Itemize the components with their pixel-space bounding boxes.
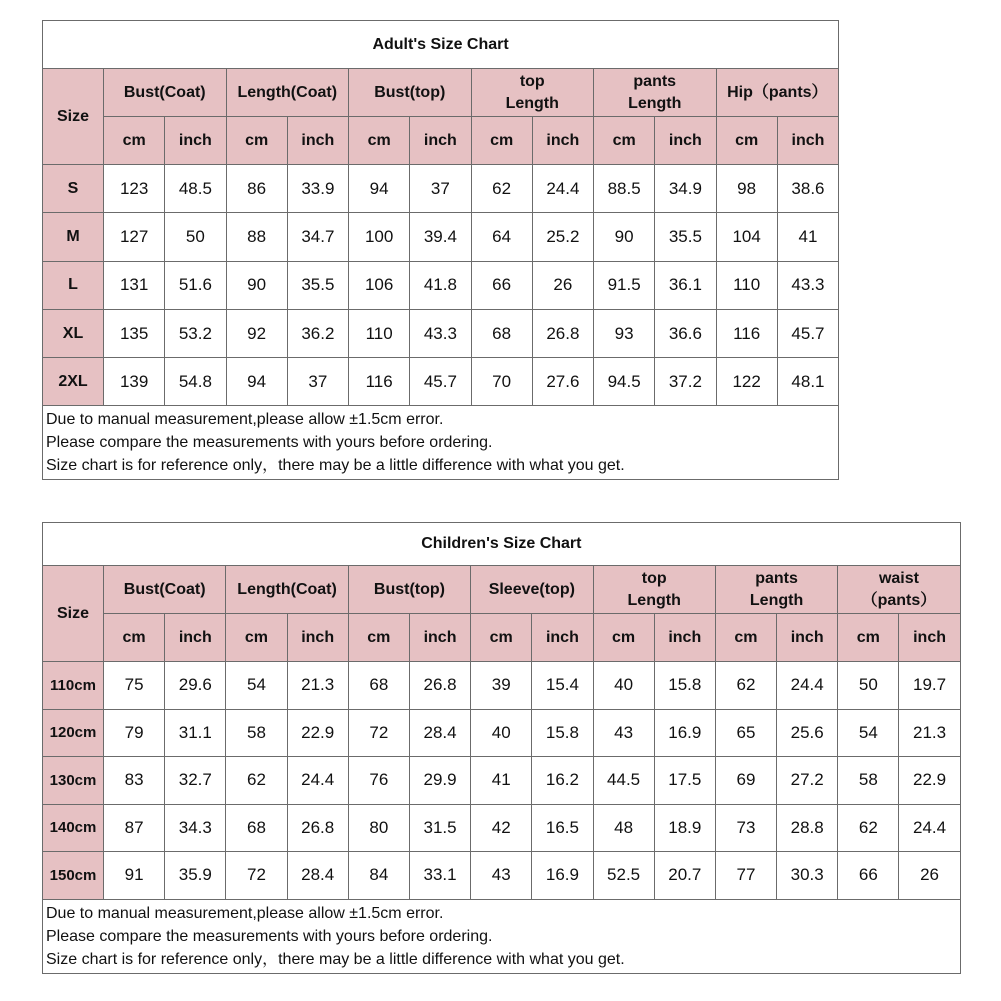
measurement-cell: 135 bbox=[104, 309, 165, 357]
unit-header: cm bbox=[838, 614, 899, 662]
measurement-cell: 116 bbox=[716, 309, 777, 357]
measurement-cell: 24.4 bbox=[287, 757, 348, 805]
measurement-cell: 48 bbox=[593, 804, 654, 852]
chart-title: Children's Size Chart bbox=[43, 523, 961, 566]
measurement-cell: 36.6 bbox=[655, 309, 716, 357]
measurement-cell: 91.5 bbox=[594, 261, 655, 309]
measurement-cell: 19.7 bbox=[899, 662, 960, 710]
unit-header: cm bbox=[104, 117, 165, 165]
group-header bbox=[716, 69, 839, 117]
measurement-cell: 39.4 bbox=[410, 213, 471, 261]
measurement-cell: 26.8 bbox=[532, 309, 593, 357]
measurement-cell: 48.5 bbox=[165, 165, 226, 213]
note-line: Please compare the measurements with yours before ordering. bbox=[46, 434, 493, 452]
measurement-cell: 100 bbox=[349, 213, 410, 261]
size-label: L bbox=[43, 261, 104, 309]
measurement-cell: 54 bbox=[226, 662, 287, 710]
measurement-cell: 51.6 bbox=[165, 261, 226, 309]
measurement-cell: 41.8 bbox=[410, 261, 471, 309]
measurement-cell: 36.1 bbox=[655, 261, 716, 309]
measurement-cell: 110 bbox=[716, 261, 777, 309]
measurement-cell: 33.1 bbox=[409, 852, 470, 900]
measurement-cell: 64 bbox=[471, 213, 532, 261]
measurement-cell: 90 bbox=[226, 261, 287, 309]
measurement-cell: 106 bbox=[349, 261, 410, 309]
group-header bbox=[104, 69, 227, 117]
measurement-cell: 92 bbox=[226, 309, 287, 357]
chart-title: Adult's Size Chart bbox=[43, 21, 839, 69]
measurement-cell: 22.9 bbox=[287, 709, 348, 757]
measurement-cell: 88.5 bbox=[594, 165, 655, 213]
measurement-cell: 31.5 bbox=[409, 804, 470, 852]
measurement-cell: 28.8 bbox=[777, 804, 838, 852]
measurement-cell: 35.5 bbox=[655, 213, 716, 261]
measurement-cell: 26.8 bbox=[409, 662, 470, 710]
measurement-cell: 131 bbox=[104, 261, 165, 309]
measurement-cell: 16.9 bbox=[654, 709, 715, 757]
group-header bbox=[226, 69, 349, 117]
measurement-cell: 139 bbox=[104, 358, 165, 406]
table-row bbox=[43, 852, 961, 900]
measurement-cell: 25.2 bbox=[532, 213, 593, 261]
table-row bbox=[43, 309, 839, 357]
measurement-cell: 53.2 bbox=[165, 309, 226, 357]
measurement-cell: 84 bbox=[348, 852, 409, 900]
unit-header: inch bbox=[777, 614, 838, 662]
table-row bbox=[43, 804, 961, 852]
group-header bbox=[348, 566, 470, 614]
measurement-cell: 43.3 bbox=[777, 261, 838, 309]
measurement-cell: 39 bbox=[471, 662, 532, 710]
measurement-cell: 34.3 bbox=[165, 804, 226, 852]
measurement-cell: 28.4 bbox=[287, 852, 348, 900]
measurement-cell: 68 bbox=[471, 309, 532, 357]
group-header-line: Bust(Coat) bbox=[123, 580, 206, 598]
table-row bbox=[43, 165, 839, 213]
measurement-cell: 110 bbox=[349, 309, 410, 357]
unit-header: cm bbox=[471, 117, 532, 165]
measurement-cell: 26.8 bbox=[287, 804, 348, 852]
group-header-line: pants bbox=[755, 569, 798, 587]
measurement-cell: 43 bbox=[471, 852, 532, 900]
measurement-cell: 25.6 bbox=[777, 709, 838, 757]
group-header-line: waist bbox=[878, 569, 919, 587]
group-header bbox=[594, 69, 717, 117]
measurement-cell: 72 bbox=[348, 709, 409, 757]
measurement-cell: 48.1 bbox=[777, 358, 838, 406]
measurement-cell: 86 bbox=[226, 165, 287, 213]
measurement-cell: 65 bbox=[715, 709, 776, 757]
table-row bbox=[43, 261, 839, 309]
group-header bbox=[471, 69, 594, 117]
unit-header: inch bbox=[777, 117, 838, 165]
group-header bbox=[715, 566, 837, 614]
unit-header: inch bbox=[654, 614, 715, 662]
measurement-cell: 16.5 bbox=[532, 804, 593, 852]
measurement-cell: 22.9 bbox=[899, 757, 960, 805]
measurement-cell: 79 bbox=[104, 709, 165, 757]
group-header-line: Length bbox=[628, 94, 682, 112]
measurement-cell: 45.7 bbox=[777, 309, 838, 357]
measurement-cell: 66 bbox=[471, 261, 532, 309]
size-header: Size bbox=[43, 566, 104, 662]
measurement-cell: 72 bbox=[226, 852, 287, 900]
size-label: M bbox=[43, 213, 104, 261]
measurement-cell: 77 bbox=[715, 852, 776, 900]
measurement-cell: 69 bbox=[715, 757, 776, 805]
measurement-cell: 24.4 bbox=[899, 804, 960, 852]
size-label: 150cm bbox=[43, 852, 104, 900]
size-label: XL bbox=[43, 309, 104, 357]
measurement-cell: 30.3 bbox=[777, 852, 838, 900]
measurement-cell: 15.8 bbox=[654, 662, 715, 710]
group-header-line: top bbox=[641, 569, 667, 587]
group-header bbox=[838, 566, 960, 614]
measurement-cell: 127 bbox=[104, 213, 165, 261]
measurement-cell: 87 bbox=[104, 804, 165, 852]
group-header-line: pants bbox=[633, 72, 677, 90]
measurement-cell: 29.9 bbox=[409, 757, 470, 805]
measurement-cell: 27.2 bbox=[777, 757, 838, 805]
size-label: 110cm bbox=[43, 662, 104, 710]
unit-header: inch bbox=[165, 117, 226, 165]
measurement-cell: 90 bbox=[594, 213, 655, 261]
unit-header: inch bbox=[410, 117, 471, 165]
measurement-cell: 45.7 bbox=[410, 358, 471, 406]
measurement-cell: 116 bbox=[349, 358, 410, 406]
measurement-cell: 34.9 bbox=[655, 165, 716, 213]
measurement-cell: 62 bbox=[471, 165, 532, 213]
note-line: Please compare the measurements with yours before ordering. bbox=[46, 927, 493, 945]
table-row bbox=[43, 213, 839, 261]
group-header-line: Length bbox=[505, 94, 559, 112]
measurement-cell: 122 bbox=[716, 358, 777, 406]
measurement-cell: 37 bbox=[287, 358, 348, 406]
unit-header: inch bbox=[165, 614, 226, 662]
unit-header: cm bbox=[226, 117, 287, 165]
measurement-cell: 28.4 bbox=[409, 709, 470, 757]
measurement-cell: 36.2 bbox=[287, 309, 348, 357]
measurement-cell: 44.5 bbox=[593, 757, 654, 805]
table-row bbox=[43, 757, 961, 805]
notes bbox=[43, 406, 839, 480]
unit-header: cm bbox=[471, 614, 532, 662]
size-label: 140cm bbox=[43, 804, 104, 852]
measurement-cell: 37 bbox=[410, 165, 471, 213]
measurement-cell: 93 bbox=[594, 309, 655, 357]
note-line: Size chart is for reference only，there may be a little difference with what you get. bbox=[46, 950, 625, 968]
measurement-cell: 37.2 bbox=[655, 358, 716, 406]
measurement-cell: 91 bbox=[104, 852, 165, 900]
size-label: 130cm bbox=[43, 757, 104, 805]
measurement-cell: 88 bbox=[226, 213, 287, 261]
note-line: Due to manual measurement,please allow ±1.5cm error. bbox=[46, 411, 444, 429]
size-label: 120cm bbox=[43, 709, 104, 757]
measurement-cell: 31.1 bbox=[165, 709, 226, 757]
unit-header: cm bbox=[104, 614, 165, 662]
size-label: 2XL bbox=[43, 358, 104, 406]
measurement-cell: 76 bbox=[348, 757, 409, 805]
measurement-cell: 66 bbox=[838, 852, 899, 900]
unit-header: cm bbox=[594, 117, 655, 165]
group-header-line: Length(Coat) bbox=[237, 83, 338, 101]
unit-header: cm bbox=[593, 614, 654, 662]
measurement-cell: 40 bbox=[471, 709, 532, 757]
measurement-cell: 68 bbox=[226, 804, 287, 852]
measurement-cell: 21.3 bbox=[287, 662, 348, 710]
measurement-cell: 32.7 bbox=[165, 757, 226, 805]
measurement-cell: 54 bbox=[838, 709, 899, 757]
measurement-cell: 40 bbox=[593, 662, 654, 710]
unit-header: cm bbox=[349, 117, 410, 165]
measurement-cell: 18.9 bbox=[654, 804, 715, 852]
unit-header: inch bbox=[532, 117, 593, 165]
measurement-cell: 50 bbox=[838, 662, 899, 710]
measurement-cell: 27.6 bbox=[532, 358, 593, 406]
measurement-cell: 62 bbox=[715, 662, 776, 710]
children-size-chart bbox=[42, 522, 961, 974]
group-header-line: Bust(top) bbox=[374, 83, 446, 101]
group-header bbox=[471, 566, 593, 614]
measurement-cell: 104 bbox=[716, 213, 777, 261]
measurement-cell: 16.9 bbox=[532, 852, 593, 900]
measurement-cell: 94.5 bbox=[594, 358, 655, 406]
unit-header: inch bbox=[899, 614, 960, 662]
measurement-cell: 62 bbox=[838, 804, 899, 852]
table-row bbox=[43, 662, 961, 710]
measurement-cell: 73 bbox=[715, 804, 776, 852]
table-row bbox=[43, 358, 839, 406]
group-header-line: Length bbox=[749, 591, 804, 609]
group-header-line: Bust(Coat) bbox=[123, 83, 206, 101]
measurement-cell: 58 bbox=[226, 709, 287, 757]
group-header-line: Sleeve(top) bbox=[488, 580, 575, 598]
measurement-cell: 75 bbox=[104, 662, 165, 710]
unit-header: cm bbox=[715, 614, 776, 662]
measurement-cell: 20.7 bbox=[654, 852, 715, 900]
measurement-cell: 16.2 bbox=[532, 757, 593, 805]
measurement-cell: 35.9 bbox=[165, 852, 226, 900]
measurement-cell: 26 bbox=[899, 852, 960, 900]
measurement-cell: 98 bbox=[716, 165, 777, 213]
measurement-cell: 54.8 bbox=[165, 358, 226, 406]
measurement-cell: 94 bbox=[349, 165, 410, 213]
measurement-cell: 33.9 bbox=[287, 165, 348, 213]
group-header bbox=[593, 566, 715, 614]
unit-header: inch bbox=[532, 614, 593, 662]
measurement-cell: 80 bbox=[348, 804, 409, 852]
measurement-cell: 26 bbox=[532, 261, 593, 309]
adult-size-chart bbox=[42, 20, 839, 480]
size-label: S bbox=[43, 165, 104, 213]
group-header bbox=[226, 566, 348, 614]
measurement-cell: 52.5 bbox=[593, 852, 654, 900]
measurement-cell: 123 bbox=[104, 165, 165, 213]
measurement-cell: 15.4 bbox=[532, 662, 593, 710]
measurement-cell: 43.3 bbox=[410, 309, 471, 357]
size-header: Size bbox=[43, 69, 104, 165]
measurement-cell: 83 bbox=[104, 757, 165, 805]
measurement-cell: 58 bbox=[838, 757, 899, 805]
group-header-line: Length bbox=[627, 591, 681, 609]
group-header-line: Length(Coat) bbox=[237, 580, 337, 598]
unit-header: inch bbox=[287, 614, 348, 662]
group-header-line: Hip（pants） bbox=[727, 83, 828, 101]
group-header-line: Bust(top) bbox=[373, 580, 445, 598]
measurement-cell: 24.4 bbox=[532, 165, 593, 213]
measurement-cell: 24.4 bbox=[777, 662, 838, 710]
measurement-cell: 68 bbox=[348, 662, 409, 710]
note-line: Size chart is for reference only，there may be a little difference with what you get. bbox=[46, 457, 625, 475]
measurement-cell: 38.6 bbox=[777, 165, 838, 213]
notes bbox=[43, 899, 961, 973]
measurement-cell: 35.5 bbox=[287, 261, 348, 309]
measurement-cell: 34.7 bbox=[287, 213, 348, 261]
group-header bbox=[349, 69, 472, 117]
measurement-cell: 15.8 bbox=[532, 709, 593, 757]
measurement-cell: 94 bbox=[226, 358, 287, 406]
measurement-cell: 42 bbox=[471, 804, 532, 852]
unit-header: inch bbox=[655, 117, 716, 165]
unit-header: cm bbox=[226, 614, 287, 662]
measurement-cell: 21.3 bbox=[899, 709, 960, 757]
group-header bbox=[104, 566, 226, 614]
note-line: Due to manual measurement,please allow ±1.5cm error. bbox=[46, 904, 444, 922]
group-header-line: top bbox=[519, 72, 545, 90]
measurement-cell: 62 bbox=[226, 757, 287, 805]
unit-header: inch bbox=[287, 117, 348, 165]
measurement-cell: 43 bbox=[593, 709, 654, 757]
measurement-cell: 41 bbox=[471, 757, 532, 805]
group-header-line: （pants） bbox=[861, 591, 937, 609]
table-row bbox=[43, 709, 961, 757]
measurement-cell: 17.5 bbox=[654, 757, 715, 805]
measurement-cell: 41 bbox=[777, 213, 838, 261]
unit-header: inch bbox=[409, 614, 470, 662]
unit-header: cm bbox=[348, 614, 409, 662]
unit-header: cm bbox=[716, 117, 777, 165]
measurement-cell: 50 bbox=[165, 213, 226, 261]
measurement-cell: 29.6 bbox=[165, 662, 226, 710]
measurement-cell: 70 bbox=[471, 358, 532, 406]
